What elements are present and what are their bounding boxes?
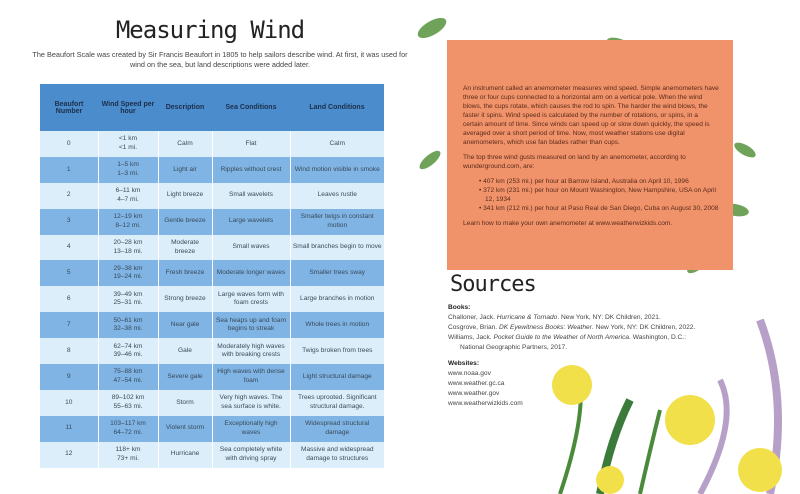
list-item: • 341 km (212 mi.) per hour at Paso Real de San Diego, Cuba on August 30, 2008 — [479, 204, 719, 213]
table-cell: Storm — [158, 390, 212, 416]
table-cell: Trees uprooted. Significant structural damage. — [290, 390, 384, 416]
table-cell: Small waves — [212, 235, 290, 261]
table-cell: Moderate breeze — [158, 235, 212, 261]
table-cell: 3 — [40, 209, 98, 235]
table-cell: Very high waves. The sea surface is white. — [212, 390, 290, 416]
table-cell: Widespread structural damage — [290, 416, 384, 442]
column-header: Description — [158, 84, 212, 131]
table-row — [40, 131, 384, 157]
table-cell: Ripples without crest — [212, 157, 290, 183]
beaufort-scale-table — [40, 84, 384, 468]
table-cell: 29–38 km 19–24 mi. — [98, 260, 158, 286]
table-cell: Calm — [290, 131, 384, 157]
table-cell: Wind motion visible in smoke — [290, 157, 384, 183]
table-cell: 1–5 km 1–3 mi. — [98, 157, 158, 183]
table-cell: Light structural damage — [290, 364, 384, 390]
table-cell: Twigs broken from trees — [290, 338, 384, 364]
table-cell: Sea completely white with driving spray — [212, 442, 290, 468]
table-cell: 1 — [40, 157, 98, 183]
website-link[interactable]: www.weatherwizkids.com — [448, 400, 523, 407]
table-cell: 4 — [40, 235, 98, 261]
gusts-intro: The top three wind gusts measured on land by an anemometer, according to wunderground.com, are: — [463, 154, 686, 170]
leaf-icon — [732, 140, 758, 161]
table-row — [40, 416, 384, 442]
table-row — [40, 312, 384, 338]
column-header: Beaufort Number — [40, 84, 98, 131]
table-cell: Smaller twigs in constant motion — [290, 209, 384, 235]
table-cell: Severe gale — [158, 364, 212, 390]
table-cell: Flat — [212, 131, 290, 157]
table-cell: 9 — [40, 364, 98, 390]
table-cell: Massive and widespread damage to structures — [290, 442, 384, 468]
table-row — [40, 260, 384, 286]
table-cell: Fresh breeze — [158, 260, 212, 286]
book-citation: Williams, Jack. Pocket Guide to the Weather of North America. Washington, D.C.: — [448, 334, 686, 341]
table-cell: 12–19 km 8–12 mi. — [98, 209, 158, 235]
table-row — [40, 157, 384, 183]
table-cell: Strong breeze — [158, 286, 212, 312]
book-citation: Challoner, Jack. Hurricane & Tornado. New York, NY: DK Children, 2021. — [448, 314, 661, 321]
table-cell: Leaves rustle — [290, 183, 384, 209]
table-cell: 50–61 km 32–38 mi. — [98, 312, 158, 338]
table-cell: 5 — [40, 260, 98, 286]
learn-more-text: Learn how to make your own anemometer at www.weatherwizkids.com. — [463, 220, 673, 227]
table-cell: 103–117 km 64–72 mi. — [98, 416, 158, 442]
sources-heading: Sources — [450, 272, 536, 297]
website-link[interactable]: www.noaa.gov — [448, 370, 491, 377]
table-cell: 8 — [40, 338, 98, 364]
table-cell: Gentle breeze — [158, 209, 212, 235]
table-cell: 62–74 km 39–46 mi. — [98, 338, 158, 364]
table-cell: Whole trees in motion — [290, 312, 384, 338]
table-cell: Gale — [158, 338, 212, 364]
table-cell: 6–11 km 4–7 mi. — [98, 183, 158, 209]
table-cell: Exceptionally high waves — [212, 416, 290, 442]
table-cell: Smaller trees sway — [290, 260, 384, 286]
table-row — [40, 364, 384, 390]
table-cell: High waves with dense foam — [212, 364, 290, 390]
anemometer-info-box — [447, 40, 733, 270]
table-cell: Calm — [158, 131, 212, 157]
table-cell: 10 — [40, 390, 98, 416]
table-cell: 11 — [40, 416, 98, 442]
table-cell: 39–49 km 25–31 mi. — [98, 286, 158, 312]
table-cell: Sea heaps up and foam begins to streak — [212, 312, 290, 338]
table-row — [40, 390, 384, 416]
anemometer-paragraph: An instrument called an anemometer measures wind speed. Simple anemometers have three or four cups connected to a horizontal arm on a vertical pole. When the wind blows, the cups rotate, which causes the rod to spin. The harder the wind blows, the faster it spins. Wind speed is calculated by the number of rotations, or spins, in a certain amount of time. Since winds can speed up or slow down quickly, the speed is averaged over a short period of time. Now, most weather stations use digital anemometers, which use fan blades rather than cups. — [463, 85, 719, 146]
table-row — [40, 442, 384, 468]
book-citation: Cosgrove, Brian. DK Eyewitness Books: Weather. New York, NY: DK Children, 2022. — [448, 324, 696, 331]
table-cell: Near gale — [158, 312, 212, 338]
column-header: Wind Speed per hour — [98, 84, 158, 131]
leaf-icon — [417, 148, 443, 172]
table-cell: Violent storm — [158, 416, 212, 442]
table-cell: 0 — [40, 131, 98, 157]
column-header: Sea Conditions — [212, 84, 290, 131]
table-cell: 6 — [40, 286, 98, 312]
table-cell: 12 — [40, 442, 98, 468]
page-title: Measuring Wind — [115, 16, 305, 44]
sources-list — [448, 303, 748, 409]
table-row — [40, 338, 384, 364]
table-cell: 2 — [40, 183, 98, 209]
gusts-list — [479, 177, 719, 213]
column-header: Land Conditions — [290, 84, 384, 131]
table-cell: Light breeze — [158, 183, 212, 209]
table-row — [40, 209, 384, 235]
websites-label: Websites: — [448, 360, 480, 367]
table-cell: Large wavelets — [212, 209, 290, 235]
table-cell: 20–28 km 13–18 mi. — [98, 235, 158, 261]
table-row — [40, 183, 384, 209]
table-cell: <1 km <1 mi. — [98, 131, 158, 157]
website-link[interactable]: www.weather.gc.ca — [448, 380, 505, 387]
book-citation-continued: National Geographic Partners, 2017. — [460, 344, 568, 351]
table-cell: Large waves form with foam crests — [212, 286, 290, 312]
list-item: • 407 km (253 mi.) per hour at Barrow Island, Australia on April 10, 1996 — [479, 177, 719, 186]
table-cell: Small branches begin to move — [290, 235, 384, 261]
intro-text: The Beaufort Scale was created by Sir Francis Beaufort in 1805 to help sailors describe wind. At first, it was used for wind on the sea, but land descriptions were added later. — [32, 50, 408, 69]
table-cell: 89–102 km 55–63 mi. — [98, 390, 158, 416]
books-label: Books: — [448, 304, 471, 311]
table-row — [40, 235, 384, 261]
table-cell: Small wavelets — [212, 183, 290, 209]
table-cell: Moderate longer waves — [212, 260, 290, 286]
table-cell: Large branches in motion — [290, 286, 384, 312]
table-cell: Light air — [158, 157, 212, 183]
table-row — [40, 286, 384, 312]
website-link[interactable]: www.weather.gov — [448, 390, 500, 397]
table-cell: Hurricane — [158, 442, 212, 468]
table-cell: 75–88 km 47–54 mi. — [98, 364, 158, 390]
table-cell: 118+ km 73+ mi. — [98, 442, 158, 468]
table-cell: Moderately high waves with breaking crests — [212, 338, 290, 364]
list-item: • 372 km (231 mi.) per hour on Mount Washington, New Hampshire, USA on April 12, 1934 — [479, 186, 719, 204]
table-cell: 7 — [40, 312, 98, 338]
